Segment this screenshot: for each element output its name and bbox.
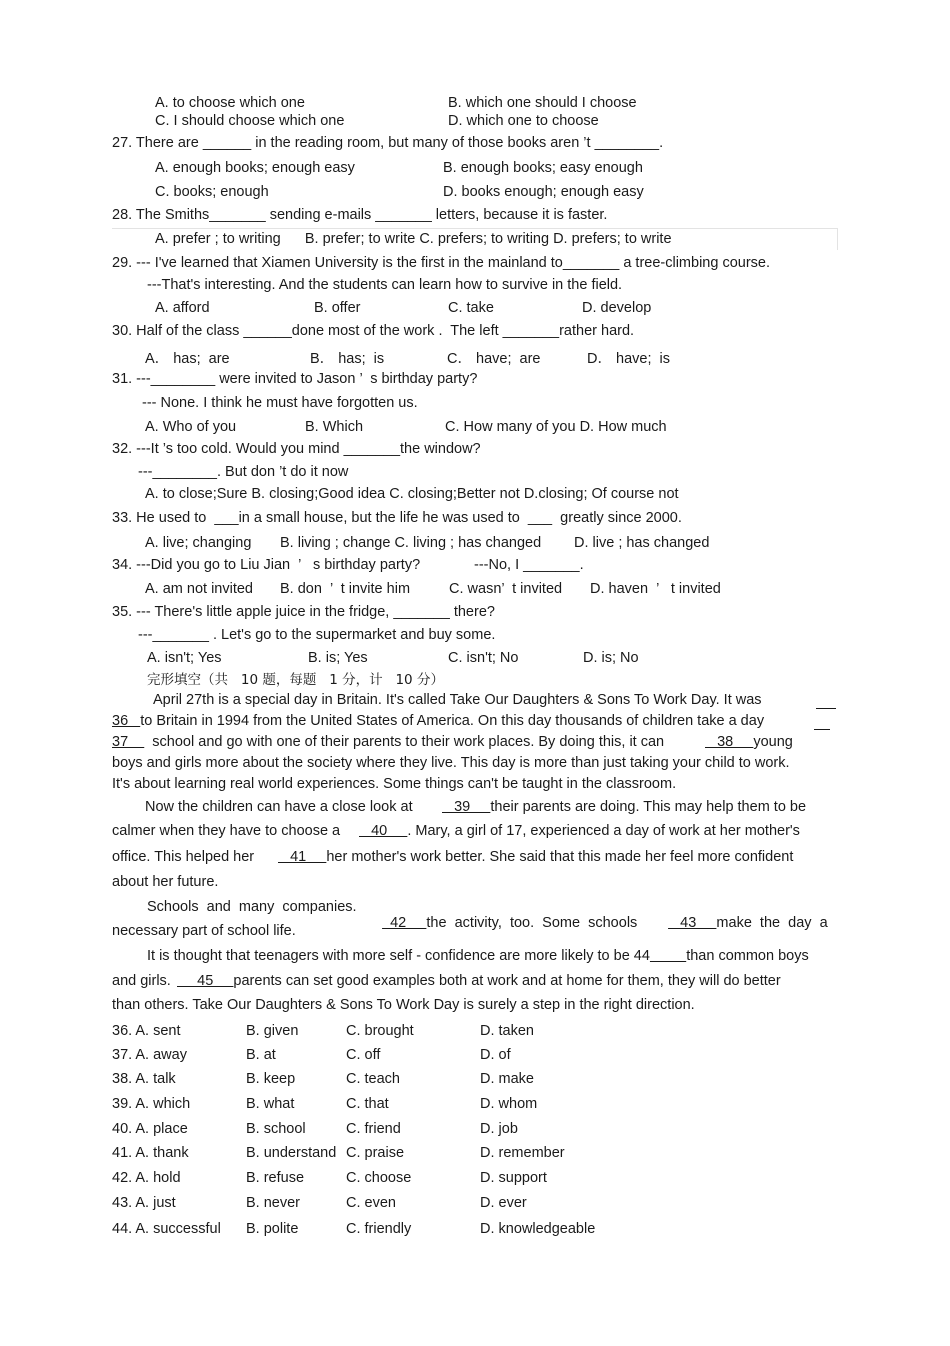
- cloze-option-d: D. remember: [480, 1145, 565, 1161]
- q26-option-a: A. to choose which one: [155, 95, 305, 111]
- q35-reply: ---_______ . Let's go to the supermarket and buy some.: [138, 627, 496, 643]
- q31-option-a: A. Who of you: [145, 419, 237, 435]
- cloze-option-c: C. friend: [346, 1121, 401, 1137]
- q35-option-d: D. is; No: [583, 650, 639, 666]
- divider: [112, 228, 838, 229]
- cloze-option-c: C. teach: [346, 1071, 400, 1087]
- cloze-option-c: C. choose: [346, 1170, 412, 1186]
- cloze-option-d: D. taken: [480, 1023, 534, 1039]
- blank-43: 43: [668, 915, 717, 931]
- cloze-option-b: B. understand: [246, 1145, 337, 1161]
- cloze-option-a: 41. A. thank: [112, 1145, 189, 1161]
- blank-45: 45: [177, 973, 234, 989]
- cloze-option-a: 36. A. sent: [112, 1023, 181, 1039]
- cloze-option-d: D. support: [480, 1170, 547, 1186]
- q32-stem: 32. ---It ’s too cold. Would you mind _______the window?: [112, 441, 481, 457]
- cloze-option-c: C. friendly: [346, 1221, 412, 1237]
- cloze-p1-line3-text: school and go with one of their parents to their work places. By doing this, it can: [144, 734, 665, 750]
- cloze-p3-line2: necessary part of school life.: [112, 923, 296, 939]
- cloze-option-a: 39. A. which: [112, 1096, 191, 1112]
- cloze-option-d: D. ever: [480, 1195, 527, 1211]
- q32-reply: ---________. But don ’t do it now: [138, 464, 349, 480]
- q29-reply: ---That's interesting. And the students can learn how to survive in the field.: [147, 277, 623, 293]
- blank-40: 40: [359, 823, 408, 839]
- cloze-option-a: 38. A. talk: [112, 1071, 176, 1087]
- q34-option-d: D. haven ’ t invited: [590, 581, 721, 597]
- cloze-p2-text-b: their parents are doing. This may help them to be: [490, 799, 807, 815]
- cloze-option-a: 44. A. successful: [112, 1221, 221, 1237]
- blank-38: 38: [705, 734, 754, 750]
- cloze-option-d: D. job: [480, 1121, 518, 1137]
- q30-option-d: D． have; is: [587, 351, 670, 367]
- cloze-p2-line3-end: [278, 849, 793, 865]
- q35-stem: 35. --- There's little apple juice in the fridge, _______ there?: [112, 604, 495, 620]
- blank-37: 37: [112, 734, 145, 750]
- cloze-p2-line1-end: [442, 799, 806, 815]
- q34-reply: ---No, I _______.: [474, 557, 584, 573]
- cloze-option-a: 37. A. away: [112, 1047, 187, 1063]
- cloze-option-d: D. make: [480, 1071, 534, 1087]
- q35-option-c: C. isn't; No: [448, 650, 519, 666]
- q27-option-a: A. enough books; enough easy: [155, 160, 355, 176]
- blank-44: [650, 948, 686, 964]
- q29-stem: 29. --- I've learned that Xiamen University is the first in the mainland to_______ a tree-climbing course.: [112, 255, 771, 271]
- cloze-p1-line5: It's about learning real world experiences. Some things can't be taught in the classroom.: [112, 776, 677, 792]
- cloze-p4-text-b: than common boys: [686, 948, 809, 964]
- cloze-option-a: 42. A. hold: [112, 1170, 181, 1186]
- cloze-p4-text-d: parents can set good examples both at work and at home for them, they will do better: [233, 973, 781, 989]
- q35-option-b: B. is; Yes: [308, 650, 368, 666]
- cloze-option-d: D. knowledgeable: [480, 1221, 596, 1237]
- cloze-option-c: C. that: [346, 1096, 389, 1112]
- cloze-p2-line3: [112, 849, 254, 865]
- q34-option-a: A. am not invited: [145, 581, 253, 597]
- cloze-p1-line3-end: [705, 734, 793, 750]
- q29-option-b: B. offer: [314, 300, 361, 316]
- cloze-option-a: 40. A. place: [112, 1121, 188, 1137]
- q29-option-a: A. afford: [155, 300, 210, 316]
- cloze-p4-text-a: It is thought that teenagers with more self - confidence are more likely to be 44: [147, 948, 650, 964]
- q30-stem: 30. Half of the class ______done most of the work . The left _______rather hard.: [112, 323, 635, 339]
- cloze-p2-text-d: . Mary, a girl of 17, experienced a day of work at her mother's: [407, 823, 800, 839]
- cloze-p1-line2: [112, 713, 764, 729]
- cloze-p4-line2-end: [177, 973, 781, 989]
- cloze-p3-text-c: make the day a: [716, 915, 828, 931]
- cloze-p2-text-f: her mother's work better. She said that this made her feel more confident: [326, 849, 794, 865]
- cloze-option-b: B. keep: [246, 1071, 296, 1087]
- blank-39: 39: [442, 799, 491, 815]
- cloze-p2-line2-end: [359, 823, 800, 839]
- q33-option-bc: B. living ; change C. living ; has changed: [280, 535, 542, 551]
- cloze-p1-line3-tail: young: [753, 734, 793, 750]
- cloze-option-c: C. brought: [346, 1023, 414, 1039]
- q27-stem: 27. There are ______ in the reading room, but many of those books aren ’t ________.: [112, 135, 664, 151]
- cloze-option-b: B. polite: [246, 1221, 299, 1237]
- cloze-option-c: C. praise: [346, 1145, 405, 1161]
- cloze-p4-line1: [147, 948, 809, 964]
- cloze-p2-text-e: office. This helped her: [112, 849, 255, 865]
- q34-stem: 34. ---Did you go to Liu Jian ’ s birthday party?: [112, 557, 421, 573]
- q27-option-c: C. books; enough: [155, 184, 269, 200]
- q33-option-d: D. live ; has changed: [574, 535, 710, 551]
- q33-option-a: A. live; changing: [145, 535, 252, 551]
- q29-option-c: C. take: [448, 300, 494, 316]
- q30-option-c: C． have; are: [447, 351, 541, 367]
- cloze-option-b: B. school: [246, 1121, 306, 1137]
- divider: [837, 228, 838, 250]
- q29-option-d: D. develop: [582, 300, 652, 316]
- cloze-p4-line3: than others. Take Our Daughters & Sons To Work Day is surely a step in the right direction.: [112, 997, 695, 1013]
- cloze-p3-end: [660, 899, 828, 931]
- q26-option-c: C. I should choose which one: [155, 113, 345, 129]
- cloze-option-b: B. given: [246, 1023, 299, 1039]
- q27-option-d: D. books enough; enough easy: [443, 184, 644, 200]
- q34-option-c: C. wasn’ t invited: [449, 581, 563, 597]
- q26-option-b: B. which one should I choose: [448, 95, 637, 111]
- q30-option-a: A． has; are: [145, 351, 230, 367]
- q26-option-d: D. which one to choose: [448, 113, 599, 129]
- cloze-p2-line2: [112, 823, 340, 839]
- cloze-option-d: D. whom: [480, 1096, 538, 1112]
- q32-options: A. to close;Sure B. closing;Good idea C. closing;Better not D.closing; Of course not: [145, 486, 679, 502]
- blank-42: 42: [382, 915, 427, 931]
- cloze-p4-line2: [112, 973, 171, 989]
- cloze-option-b: B. at: [246, 1047, 276, 1063]
- cloze-option-c: C. off: [346, 1047, 381, 1063]
- blank-36-lead: [816, 692, 836, 709]
- cloze-heading: 完形填空（共 10 题，每题 1 分，计 10 分）: [147, 672, 444, 688]
- q31-reply: --- None. I think he must have forgotten us.: [142, 395, 418, 411]
- cloze-p3-text-a: Schools and many companies.: [147, 899, 357, 915]
- cloze-option-c: C. even: [346, 1195, 396, 1211]
- cloze-p3-text-b: the activity, too. Some schools: [426, 915, 638, 931]
- cloze-option-b: B. never: [246, 1195, 300, 1211]
- q31-option-cd: C. How many of you D. How much: [445, 419, 667, 435]
- cloze-option-a: 43. A. just: [112, 1195, 176, 1211]
- q35-option-a: A. isn't; Yes: [147, 650, 222, 666]
- cloze-p4-text-c: and girls.: [112, 973, 171, 989]
- cloze-option-b: B. refuse: [246, 1170, 305, 1186]
- q31-option-b: B. Which: [305, 419, 364, 435]
- cloze-option-b: B. what: [246, 1096, 295, 1112]
- blank-41: 41: [278, 849, 327, 865]
- cloze-p2-line1: [145, 799, 413, 815]
- cloze-p2-text-a: Now the children can have a close look at: [145, 799, 413, 815]
- cloze-p2-line4: about her future.: [112, 874, 219, 890]
- cloze-p1-line1: April 27th is a special day in Britain. It's called Take Our Daughters & Sons To Work Day. It was: [153, 692, 762, 708]
- q30-option-b: B． has; is: [310, 351, 385, 367]
- q34-option-b: B. don ’ t invite him: [280, 581, 411, 597]
- q31-stem: 31. ---________ were invited to Jason ’ s birthday party?: [112, 371, 478, 387]
- cloze-p1-line3: [112, 734, 664, 750]
- q33-stem: 33. He used to ___in a small house, but the life he was used to ___ greatly since 2000.: [112, 510, 682, 526]
- cloze-p1-line2-text: to Britain in 1994 from the United States of America. On this day thousands of children take a day: [140, 713, 765, 729]
- blank-36: 36: [112, 713, 141, 729]
- cloze-p3-mid: [374, 899, 637, 931]
- q27-option-b: B. enough books; easy enough: [443, 160, 643, 176]
- blank-37-lead: [814, 713, 830, 730]
- q28-stem: 28. The Smiths_______ sending e-mails _______ letters, because it is faster.: [112, 207, 608, 223]
- cloze-option-d: D. of: [480, 1047, 511, 1063]
- cloze-p2-text-c: calmer when they have to choose a: [112, 823, 341, 839]
- cloze-p1-line4: boys and girls more about the society where they live. This day is more than just taking your child to work.: [112, 755, 790, 771]
- q28-options: A. prefer ; to writing B. prefer; to write C. prefers; to writing D. prefers; to write: [155, 231, 672, 247]
